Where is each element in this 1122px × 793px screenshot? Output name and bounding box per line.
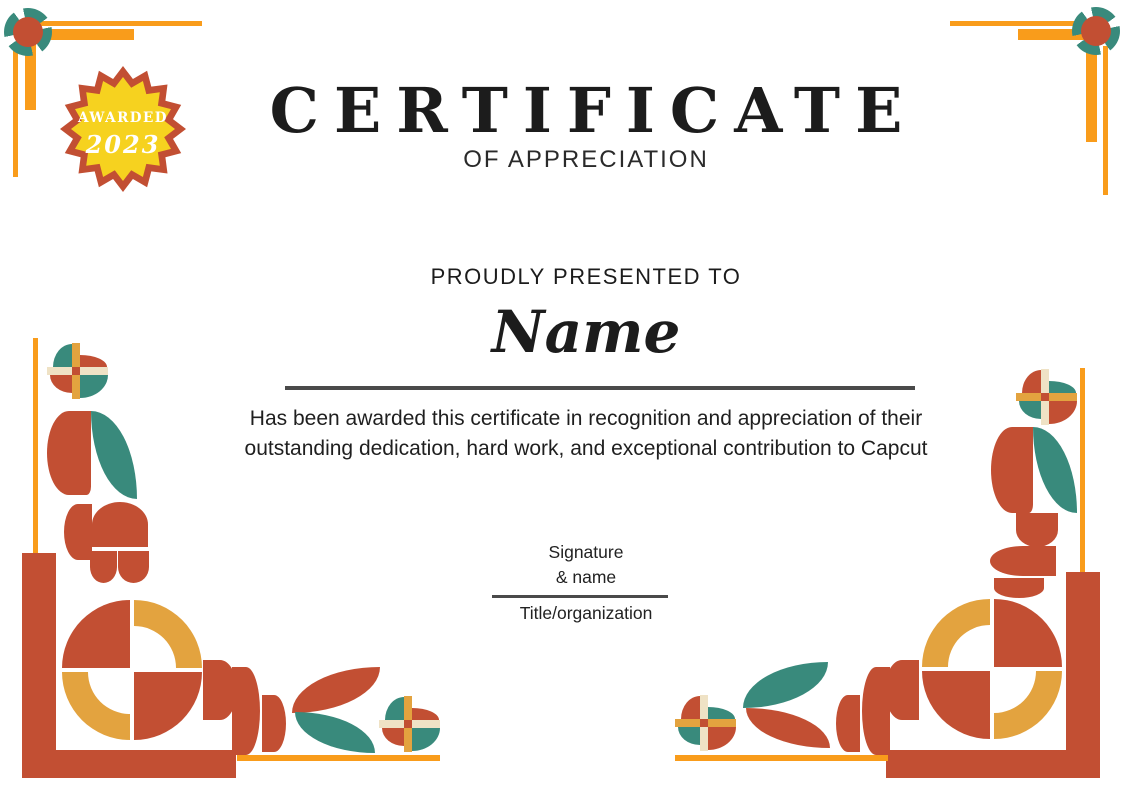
petal bbox=[678, 727, 700, 745]
petal bbox=[1022, 370, 1041, 393]
award-description-line2: outstanding dedication, hard work, and exceptional contribution to Capcut bbox=[244, 437, 928, 460]
quarter-ring-circle-motif bbox=[918, 595, 1066, 743]
petal bbox=[382, 728, 404, 746]
half-circle-motif bbox=[862, 667, 890, 755]
pinwheel-flower-icon bbox=[1019, 369, 1075, 425]
title-organization-label: Title/organization bbox=[519, 603, 653, 623]
petal bbox=[412, 708, 439, 720]
petal bbox=[1049, 381, 1076, 393]
half-circle-motif bbox=[885, 660, 919, 720]
half-circle-motif bbox=[262, 695, 286, 752]
pinwheel-burst-icon bbox=[4, 8, 52, 56]
flower-center bbox=[72, 367, 80, 375]
certificate-subtitle: OF APPRECIATION bbox=[463, 146, 709, 173]
petal bbox=[50, 375, 72, 393]
half-circle-motif bbox=[1016, 513, 1058, 547]
petal bbox=[80, 375, 108, 398]
half-circle-motif bbox=[118, 551, 149, 583]
accent-line-thin-h bbox=[35, 21, 202, 26]
award-description bbox=[50, 404, 1122, 464]
signature-label-line2: & name bbox=[555, 567, 617, 587]
half-circle-motif bbox=[990, 546, 1056, 576]
accent-line-bottom bbox=[675, 755, 888, 761]
certificate-title: CERTIFICATE bbox=[269, 74, 918, 147]
petal bbox=[1049, 401, 1077, 424]
pinwheel-flower-icon bbox=[382, 696, 440, 754]
petal bbox=[80, 355, 107, 367]
accent-line-thin-v bbox=[1080, 368, 1085, 572]
pinwheel-flower-icon bbox=[678, 695, 734, 751]
award-description-line1: Has been awarded this certificate in recognition and appreciation of their bbox=[249, 407, 923, 430]
tulip-leaf-motif bbox=[991, 427, 1033, 513]
leaf-motif bbox=[746, 708, 830, 748]
half-circle-motif bbox=[836, 695, 860, 752]
accent-line-thin-h bbox=[950, 21, 1087, 26]
petal bbox=[708, 727, 736, 750]
half-circle-motif bbox=[90, 551, 117, 583]
tulip-leaf-motif bbox=[47, 411, 91, 495]
petal bbox=[708, 707, 735, 719]
flower-center bbox=[1041, 393, 1049, 401]
recipient-name: Name bbox=[491, 298, 681, 366]
corner-l-block-h bbox=[22, 750, 236, 778]
half-circle-motif bbox=[64, 504, 92, 560]
accent-line-thin-v bbox=[13, 48, 18, 177]
petal bbox=[412, 728, 440, 751]
petal bbox=[1019, 401, 1041, 419]
recipient-name-rule bbox=[285, 386, 915, 390]
quarter-ring-circle-motif bbox=[58, 596, 206, 744]
leaf-motif bbox=[743, 662, 828, 708]
half-circle-motif bbox=[232, 667, 260, 755]
pinwheel-flower-icon bbox=[50, 343, 108, 401]
leaf-motif bbox=[295, 712, 375, 753]
petal bbox=[681, 696, 700, 719]
petal bbox=[385, 697, 404, 720]
corner-l-block-h bbox=[886, 750, 1100, 778]
presented-to-label: PROUDLY PRESENTED TO bbox=[430, 264, 742, 289]
half-circle-motif bbox=[92, 502, 148, 547]
signature-name-label bbox=[50, 540, 1122, 590]
corner-l-block-v bbox=[1066, 572, 1100, 778]
signature-rule bbox=[492, 595, 668, 598]
pinwheel-burst-icon bbox=[1072, 7, 1120, 55]
petal bbox=[53, 344, 72, 367]
accent-line-bottom bbox=[237, 755, 440, 761]
badge-awarded-label: AWARDED bbox=[78, 110, 168, 126]
badge-year-label: 2023 bbox=[85, 130, 161, 159]
signature-label-line1: Signature bbox=[548, 542, 624, 562]
accent-line-thin-v bbox=[33, 338, 38, 553]
corner-l-block-v bbox=[22, 553, 56, 778]
flower-center bbox=[700, 719, 708, 727]
flower-center bbox=[404, 720, 412, 728]
leaf-motif bbox=[292, 667, 380, 713]
